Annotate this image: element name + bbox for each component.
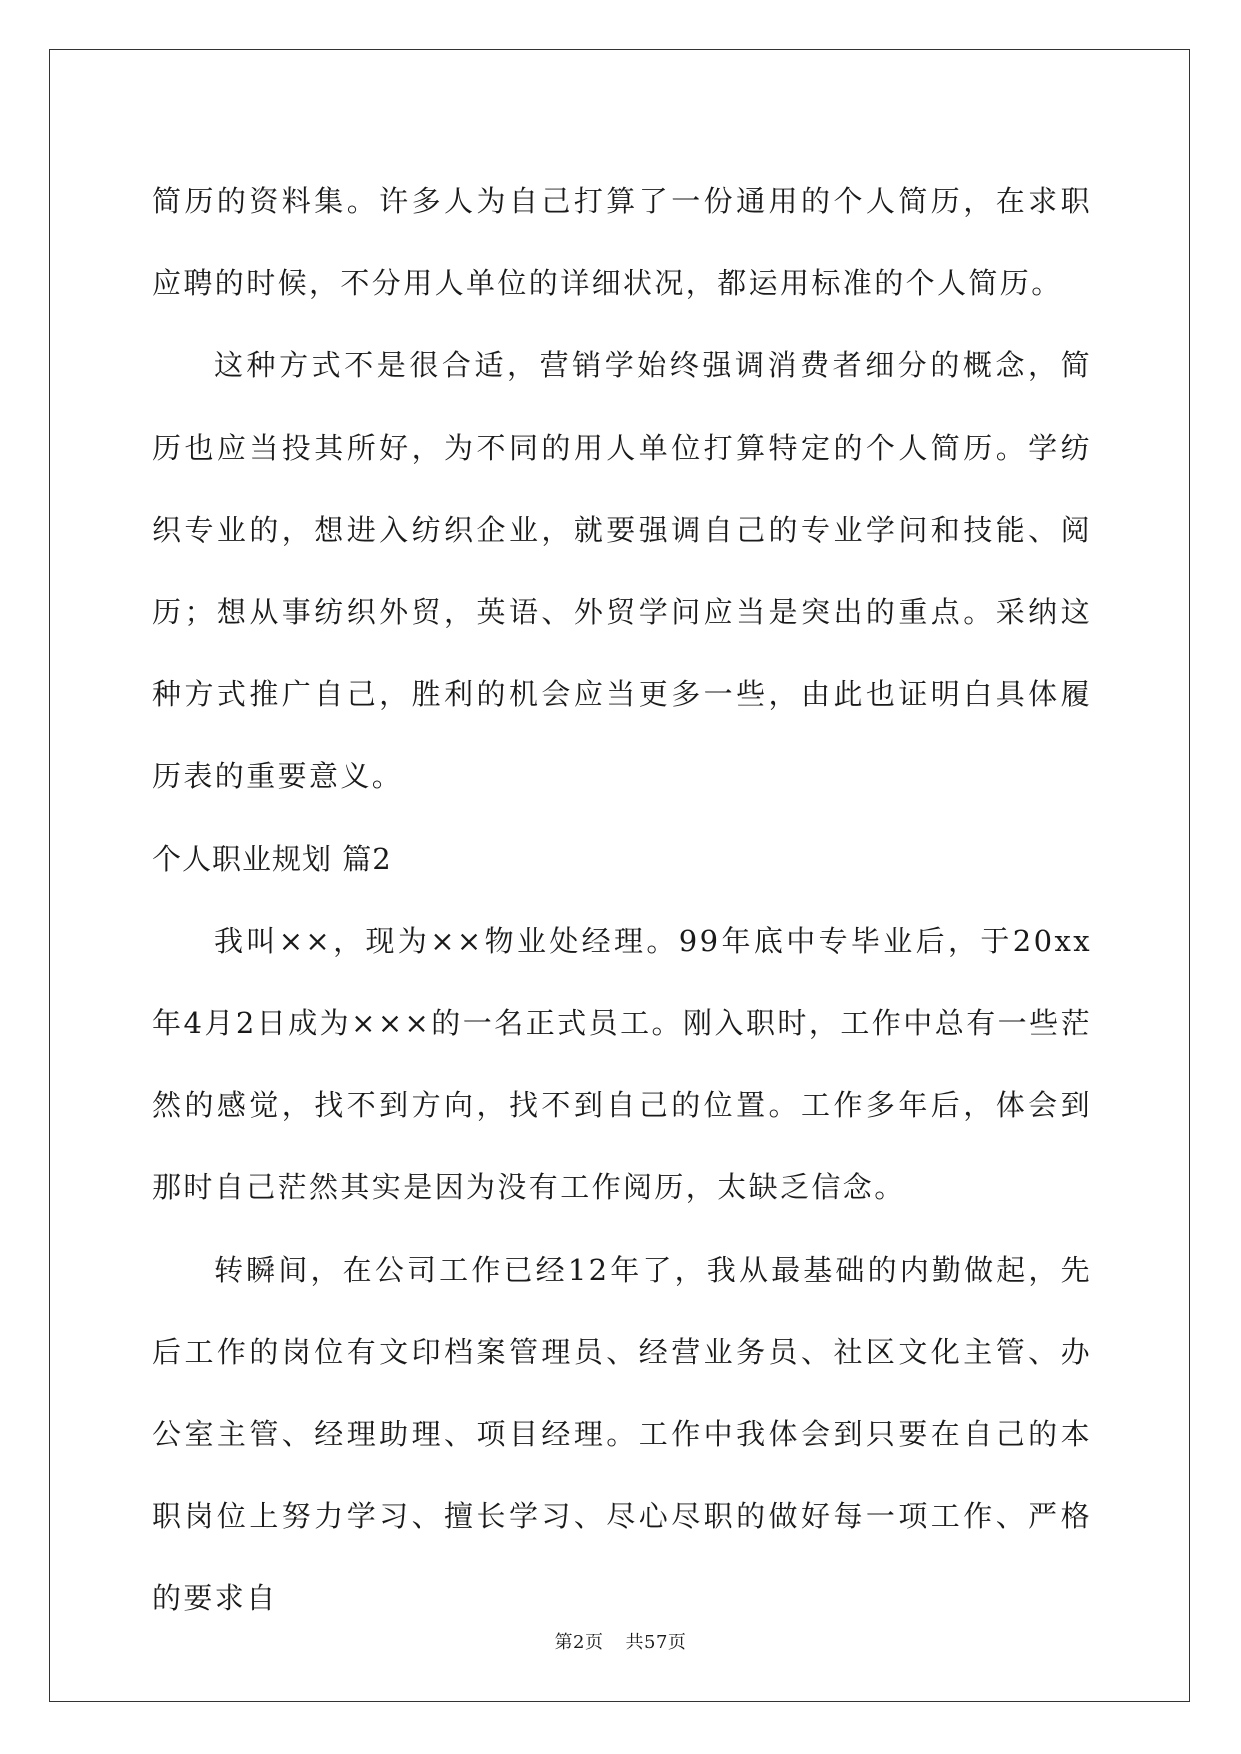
paragraph-work-history: 转瞬间，在公司工作已经12年了，我从最基础的内勤做起，先后工作的岗位有文印档案管理员、经营业务员、社区文化主管、办公室主管、经理助理、项目经理。工作中我体会到只要在自己的本职岗位上努力学习、擅长学习、尽心尽职的做好每一项工作、严格的要求自	[152, 1252, 1092, 1616]
paragraph-continuation: 简历的资料集。许多人为自己打算了一份通用的个人简历，在求职应聘的时候，不分用人单位的详细状况，都运用标准的个人简历。	[152, 184, 1092, 301]
section-heading: 个人职业规划 篇2	[152, 841, 392, 876]
paragraph-resume-strategy: 这种方式不是很合适，营销学始终强调消费者细分的概念，简历也应当投其所好，为不同的用人单位打算特定的个人简历。学纺织专业的，想进入纺织企业，就要强调自己的专业学问和技能、阅历；想从事纺织外贸，英语、外贸学问应当是突出的重点。采纳这种方式推广自己，胜利的机会应当更多一些，由此也证明白具体履历表的重要意义。	[152, 348, 1092, 794]
paragraph-introduction: 我叫××，现为××物业处经理。99年底中专毕业后，于20xx年4月2日成为×××的一名正式员工。刚入职时，工作中总有一些茫然的感觉，找不到方向，找不到自己的位置。工作多年后，体会到那时自己茫然其实是因为没有工作阅历，太缺乏信念。	[152, 923, 1092, 1205]
document-body	[152, 160, 1092, 1640]
page-total: 共57页	[625, 1632, 687, 1653]
page-footer	[0, 1628, 1241, 1654]
page-number: 第2页	[554, 1632, 604, 1653]
